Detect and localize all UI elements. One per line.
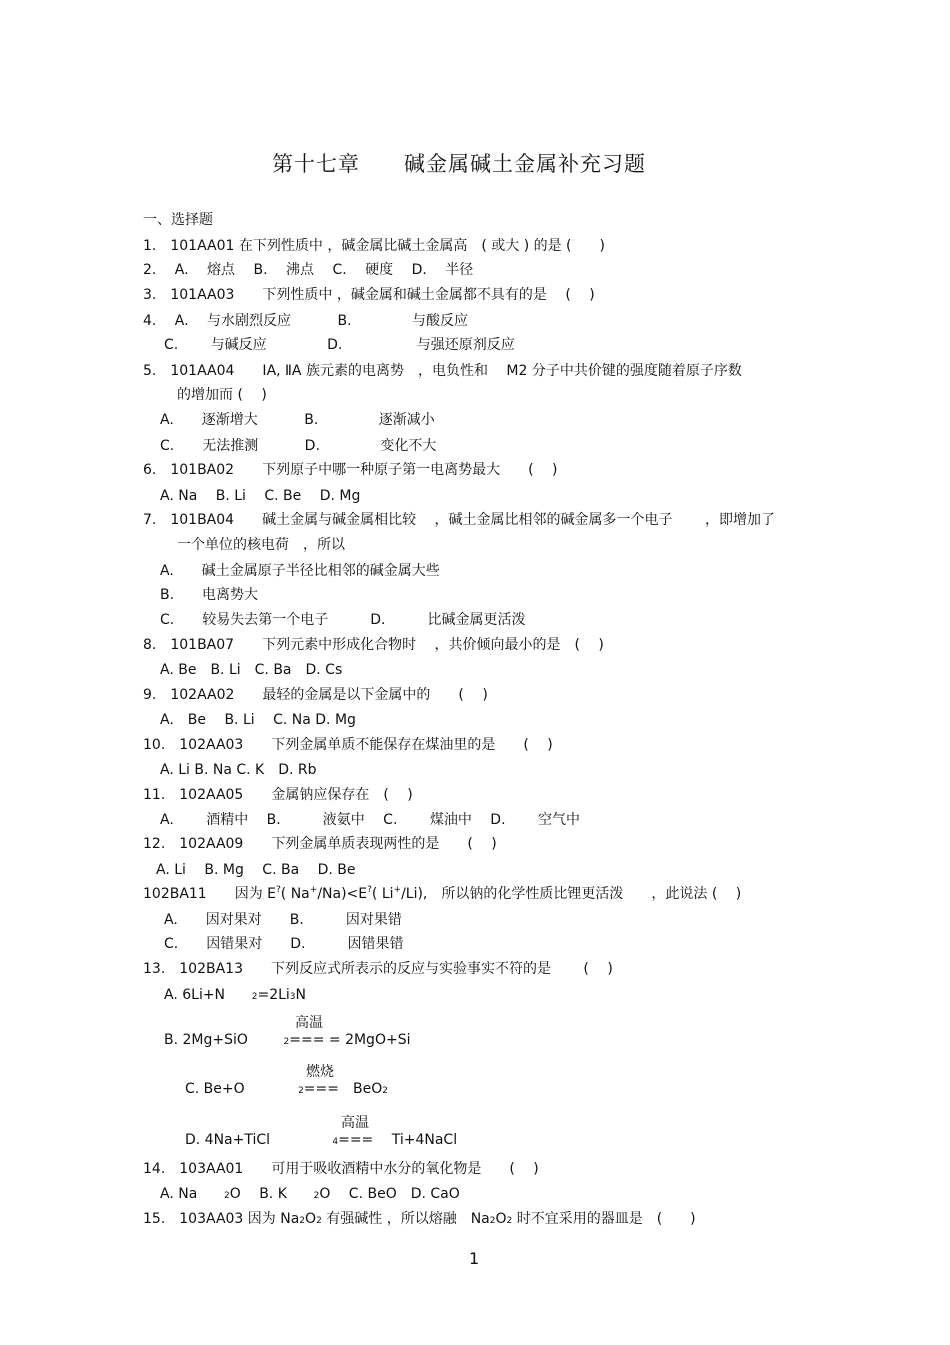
question-10: 10. 102AA03 下列金属单质不能保存在煤油里的是 ( ) [143,737,553,753]
condition-high-temp-d: 高温 [341,1115,369,1131]
question-7-option-a: A. 碱土金属原子半径比相邻的碱金属大些 [160,563,440,579]
question-12-options: A. Li B. Mg C. Ba D. Be [156,862,356,878]
question-8: 8. 101BA07 下列元素中形成化合物时 ，共价倾向最小的是 ( ) [143,637,604,653]
section-heading: 一、选择题 [143,212,213,228]
question-6: 6. 101BA02 下列原子中哪一种原子第一电离势最大 ( ) [143,462,558,478]
question-7-option-cd: C. 较易失去第一个电子 D. 比碱金属更活泼 [160,612,526,628]
question-14-options: A. Na 2O B. K 2O C. BeO D. CaO [160,1186,460,1202]
page-title: 第十七章 碱金属碱土金属补充习题 [272,152,646,176]
question-8-options: A. Be B. Li C. Ba D. Cs [160,662,343,678]
question-14: 14. 103AA01 可用于吸收酒精中水分的氧化物是 ( ) [143,1161,539,1177]
question-11-options: A. 酒精中 B. 液氨中 C. 煤油中 D. 空气中 [160,812,580,828]
condition-high-temp-b: 高温 [295,1015,323,1031]
question-4-options-b: C. 与碱反应 D. 与强还原剂反应 [164,337,515,353]
question-ba11: 102BA11 因为 E?( Na+/Na)<E?( Li+/Li), 所以钠的化学性质比锂更活泼 ，此说法 ( ) [143,885,742,902]
question-5-options-a: A. 逐渐增大 B. 逐渐减小 [160,412,435,428]
page-number: 1 [469,1249,480,1268]
question-15: 15. 103AA03 因为 Na2O2 有强碱性 ，所以熔融 Na2O2 时不宜采用的器皿是 ( ) [143,1211,696,1227]
question-13-option-b: B. 2Mg+SiO 2=== = 2MgO+Si [164,1032,411,1048]
question-4-options-a: 4. A. 与水剧烈反应 B. 与酸反应 [143,313,468,329]
question-11: 11. 102AA05 金属钠应保存在 ( ) [143,787,413,803]
question-13-option-d: D. 4Na+TiCl 4=== Ti+4NaCl [185,1132,458,1148]
question-5-cont: 的增加而 ( ) [177,387,267,403]
question-10-options: A. Li B. Na C. K D. Rb [160,762,317,778]
question-5-options-b: C. 无法推测 D. 变化不大 [160,438,437,454]
question-13: 13. 102BA13 下列反应式所表示的反应与实验事实不符的是 ( ) [143,961,613,977]
question-6-options: A. Na B. Li C. Be D. Mg [160,488,361,504]
question-9-options: A. Be B. Li C. Na D. Mg [160,712,356,728]
question-ba11-options-a: A. 因对果对 B. 因对果错 [164,912,402,928]
question-7-cont: 一个单位的核电荷 ，所以 [177,537,345,553]
question-9: 9. 102AA02 最轻的金属是以下金属中的 ( ) [143,687,488,703]
question-12: 12. 102AA09 下列金属单质表现两性的是 ( ) [143,836,497,852]
question-3: 3. 101AA03 下列性质中 ，碱金属和碱土金属都不具有的是 ( ) [143,287,595,303]
question-7-option-b: B. 电离势大 [160,587,259,603]
condition-burning-c: 燃烧 [306,1064,334,1080]
question-ba11-options-b: C. 因错果对 D. 因错果错 [164,936,404,952]
question-1: 1. 101AA01 在下列性质中 ，碱金属比碱土金属高 ( 或大 ) 的是 ( ) [143,238,605,254]
question-13-option-c: C. Be+O 2=== BeO2 [185,1081,388,1097]
question-5: 5. 101AA04 ⅠA, ⅡA 族元素的电离势 ，电负性和 M2 分子中共价键的强度随着原子序数 [143,363,742,379]
question-2-options: 2. A. 熔点 B. 沸点 C. 硬度 D. 半径 [143,262,474,278]
question-13-option-a: A. 6Li+N 2=2Li3N [164,987,307,1003]
question-7: 7. 101BA04 碱土金属与碱金属相比较 ，碱土金属比相邻的碱金属多一个电子 ，即增加了 [143,512,775,528]
